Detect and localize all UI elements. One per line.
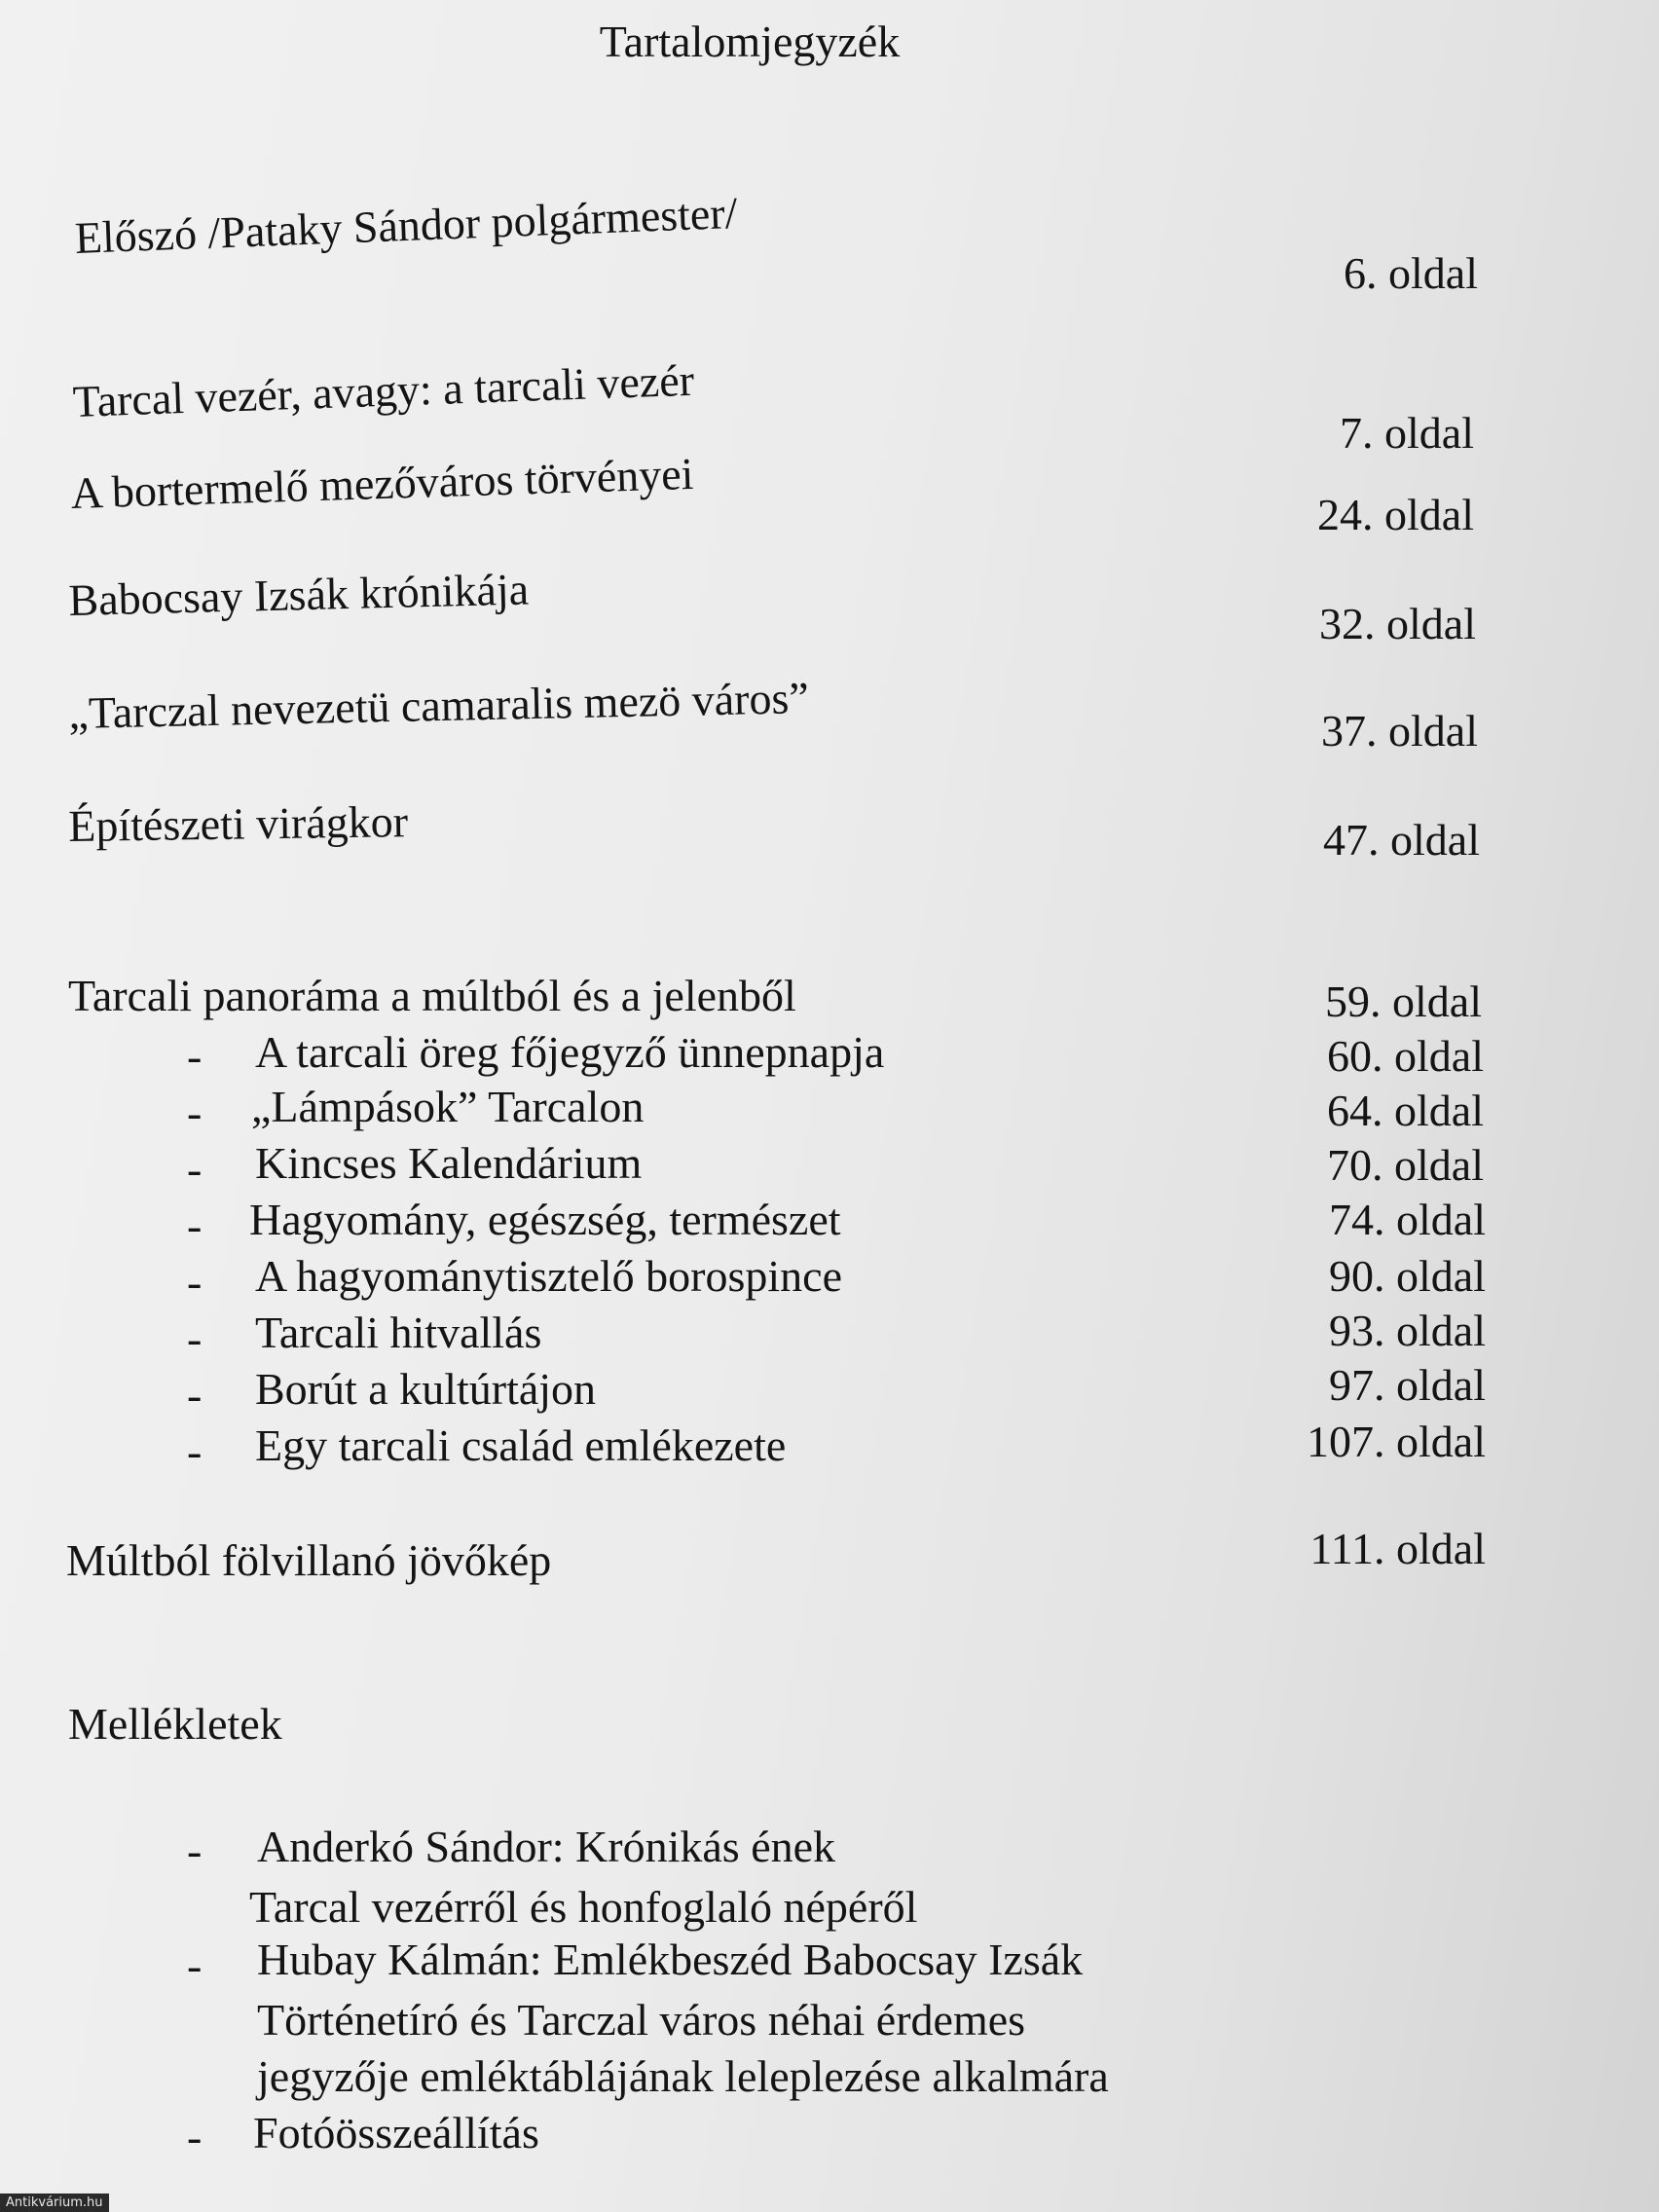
subentry-label: Tarcali hitvallás	[255, 1308, 542, 1357]
subentry-page: 70. oldal	[1327, 1140, 1484, 1190]
subentry-page: 97. oldal	[1329, 1360, 1486, 1410]
subentry-dash: -	[187, 1257, 203, 1307]
appendix-dash: -	[187, 2112, 203, 2161]
entry-label: Tarcal vezér, avagy: a tarcali vezér	[71, 354, 695, 426]
appendix-line: Anderkó Sándor: Krónikás ének	[257, 1822, 836, 1871]
subentry-dash: -	[187, 1313, 203, 1363]
entry-page: 6. oldal	[1344, 248, 1478, 298]
appendix-dash: -	[187, 1940, 203, 1990]
appendix-line: jegyzője emléktáblájának leleplezése alkalmára	[257, 2051, 1109, 2101]
subentry-page: 74. oldal	[1329, 1195, 1486, 1244]
subentry-label: Kincses Kalendárium	[255, 1138, 643, 1188]
subentry-dash: -	[187, 1031, 203, 1081]
entry-page: 37. oldal	[1321, 706, 1478, 756]
subentry-label: „Lámpások” Tarcalon	[251, 1082, 645, 1131]
subentry-dash: -	[187, 1088, 203, 1137]
entry-page: 47. oldal	[1323, 815, 1480, 865]
appendix-dash: -	[187, 1825, 203, 1875]
entry-page: 59. oldal	[1325, 977, 1482, 1026]
entry-page: 32. oldal	[1319, 599, 1476, 648]
entry-label: „Tarczal nevezetü camaralis mezö város”	[67, 673, 810, 738]
appendix-line: Tarcal vezérről és honfoglaló népéről	[249, 1882, 918, 1932]
subentry-dash: -	[187, 1144, 203, 1194]
subentry-dash: -	[187, 1200, 203, 1250]
subentry-page: 64. oldal	[1327, 1086, 1484, 1135]
subentry-label: A tarcali öreg főjegyző ünnepnapja	[255, 1027, 885, 1077]
entry-page: 7. oldal	[1340, 408, 1474, 458]
subentry-dash: -	[187, 1370, 203, 1419]
appendix-heading: Mellékletek	[68, 1699, 282, 1749]
appendix-line: Fotóösszeállítás	[253, 2108, 539, 2157]
watermark-credit: Antikvárium.hu	[0, 2194, 109, 2212]
page-title: Tartalomjegyzék	[599, 17, 901, 66]
appendix-line: Történetíró és Tarczal város néhai érdemes	[257, 1995, 1026, 2045]
entry-page: 111. oldal	[1309, 1524, 1486, 1573]
appendix-line: Hubay Kálmán: Emlékbeszéd Babocsay Izsák	[257, 1935, 1084, 1984]
entry-label: A bortermelő mezőváros törvényei	[69, 448, 695, 518]
subentry-label: Hagyomány, egészség, természet	[249, 1195, 841, 1244]
subentry-page: 93. oldal	[1329, 1306, 1486, 1355]
subentry-page: 60. oldal	[1327, 1031, 1484, 1081]
subentry-label: A hagyománytisztelő borospince	[255, 1251, 842, 1301]
subentry-dash: -	[187, 1426, 203, 1476]
entry-label: Tarcali panoráma a múltból és a jelenből	[68, 971, 796, 1020]
entry-label: Babocsay Izsák krónikája	[67, 564, 530, 625]
subentry-label: Borút a kultúrtájon	[255, 1364, 597, 1414]
subentry-label: Egy tarcali család emlékezete	[255, 1420, 787, 1470]
entry-label: Építészeti virágkor	[67, 796, 409, 851]
entry-page: 24. oldal	[1317, 490, 1474, 539]
subentry-page: 107. oldal	[1307, 1417, 1486, 1466]
entry-label: Előszó /Pataky Sándor polgármester/	[73, 187, 739, 263]
entry-label: Múltból fölvillanó jövőkép	[66, 1535, 552, 1585]
subentry-page: 90. oldal	[1329, 1251, 1486, 1301]
